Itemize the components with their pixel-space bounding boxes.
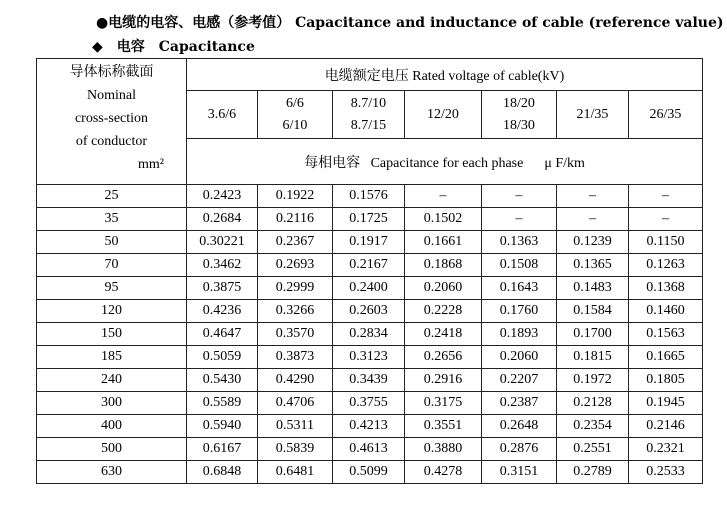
capacitance-cell: 0.3570 bbox=[258, 323, 333, 346]
capacitance-cell: 0.2321 bbox=[629, 438, 703, 461]
capacitance-cell: 0.2656 bbox=[405, 346, 482, 369]
capacitance-cell: – bbox=[405, 185, 482, 208]
table-row bbox=[37, 208, 703, 231]
conductor-header-cell bbox=[37, 59, 187, 185]
capacitance-cell: 0.2387 bbox=[482, 392, 557, 415]
capacitance-cell: 0.3462 bbox=[187, 254, 258, 277]
capacitance-cell: – bbox=[629, 185, 703, 208]
voltage-header-cell: 26/35 bbox=[629, 91, 703, 139]
cross-section-cell: 240 bbox=[37, 369, 187, 392]
capacitance-unit-header: 每相电容 Capacitance for each phase μ F/km bbox=[187, 139, 703, 185]
capacitance-cell: 0.1922 bbox=[258, 185, 333, 208]
capacitance-cell: 0.2876 bbox=[482, 438, 557, 461]
table-row bbox=[37, 254, 703, 277]
capacitance-cell: 0.3875 bbox=[187, 277, 258, 300]
capacitance-cell: 0.6848 bbox=[187, 461, 258, 484]
cross-section-cell: 185 bbox=[37, 346, 187, 369]
rated-voltage-header: 电缆额定电压 Rated voltage of cable(kV) bbox=[187, 59, 703, 91]
capacitance-cell: 0.2693 bbox=[258, 254, 333, 277]
capacitance-cell: 0.2116 bbox=[258, 208, 333, 231]
capacitance-cell: 0.1868 bbox=[405, 254, 482, 277]
cross-section-cell: 25 bbox=[37, 185, 187, 208]
capacitance-cell: 0.3551 bbox=[405, 415, 482, 438]
capacitance-cell: 0.2207 bbox=[482, 369, 557, 392]
capacitance-cell: 0.2603 bbox=[333, 300, 405, 323]
capacitance-cell: – bbox=[482, 185, 557, 208]
cross-section-cell: 35 bbox=[37, 208, 187, 231]
capacitance-cell: 0.1665 bbox=[629, 346, 703, 369]
cross-section-cell: 50 bbox=[37, 231, 187, 254]
capacitance-cell: 0.3755 bbox=[333, 392, 405, 415]
capacitance-cell: 0.6167 bbox=[187, 438, 258, 461]
capacitance-cell: 0.4647 bbox=[187, 323, 258, 346]
capacitance-cell: 0.4236 bbox=[187, 300, 258, 323]
capacitance-cell: 0.1725 bbox=[333, 208, 405, 231]
capacitance-cell: 0.1893 bbox=[482, 323, 557, 346]
table-row bbox=[37, 231, 703, 254]
capacitance-cell: 0.1661 bbox=[405, 231, 482, 254]
subtitle-zh: 电容 bbox=[116, 39, 145, 55]
capacitance-cell: 0.4213 bbox=[333, 415, 405, 438]
capacitance-cell: 0.1945 bbox=[629, 392, 703, 415]
capacitance-cell: 0.1263 bbox=[629, 254, 703, 277]
capacitance-cell: 0.2060 bbox=[405, 277, 482, 300]
voltage-header-cell: 8.7/10 8.7/15 bbox=[333, 91, 405, 139]
capacitance-cell: – bbox=[629, 208, 703, 231]
capacitance-cell: 0.3873 bbox=[258, 346, 333, 369]
capacitance-cell: 0.2551 bbox=[557, 438, 629, 461]
capacitance-cell: 0.1805 bbox=[629, 369, 703, 392]
capacitance-cell: 0.1363 bbox=[482, 231, 557, 254]
voltage-header-cell: 12/20 bbox=[405, 91, 482, 139]
capacitance-cell: – bbox=[557, 208, 629, 231]
capacitance-cell: 0.2167 bbox=[333, 254, 405, 277]
capacitance-cell: – bbox=[482, 208, 557, 231]
section-subtitle bbox=[92, 36, 255, 56]
cross-section-cell: 150 bbox=[37, 323, 187, 346]
capacitance-cell: 0.1150 bbox=[629, 231, 703, 254]
capacitance-cell: 0.5311 bbox=[258, 415, 333, 438]
capacitance-cell: 0.4706 bbox=[258, 392, 333, 415]
capacitance-cell: 0.4278 bbox=[405, 461, 482, 484]
capacitance-cell: – bbox=[557, 185, 629, 208]
capacitance-cell: 0.3175 bbox=[405, 392, 482, 415]
table-row bbox=[37, 300, 703, 323]
cross-section-cell: 400 bbox=[37, 415, 187, 438]
cross-section-cell: 70 bbox=[37, 254, 187, 277]
capacitance-cell: 0.4613 bbox=[333, 438, 405, 461]
capacitance-cell: 0.1815 bbox=[557, 346, 629, 369]
capacitance-cell: 0.5059 bbox=[187, 346, 258, 369]
table-row bbox=[37, 346, 703, 369]
table-row bbox=[37, 185, 703, 208]
capacitance-cell: 0.5940 bbox=[187, 415, 258, 438]
capacitance-cell: 0.1700 bbox=[557, 323, 629, 346]
capacitance-cell: 0.2684 bbox=[187, 208, 258, 231]
capacitance-cell: 0.1584 bbox=[557, 300, 629, 323]
cross-section-cell: 500 bbox=[37, 438, 187, 461]
capacitance-cell: 0.3266 bbox=[258, 300, 333, 323]
capacitance-cell: 0.2999 bbox=[258, 277, 333, 300]
voltage-header-cell: 21/35 bbox=[557, 91, 629, 139]
voltage-header-cell: 6/6 6/10 bbox=[258, 91, 333, 139]
capacitance-cell: 0.5839 bbox=[258, 438, 333, 461]
capacitance-cell: 0.1972 bbox=[557, 369, 629, 392]
capacitance-cell: 0.4290 bbox=[258, 369, 333, 392]
capacitance-cell: 0.1643 bbox=[482, 277, 557, 300]
capacitance-cell: 0.2423 bbox=[187, 185, 258, 208]
voltage-header-cell: 3.6/6 bbox=[187, 91, 258, 139]
page-title: ●电缆的电容、电感（参考值） Capacitance and inductance of cable (reference value) bbox=[96, 15, 724, 31]
capacitance-cell: 0.2648 bbox=[482, 415, 557, 438]
capacitance-cell: 0.5589 bbox=[187, 392, 258, 415]
capacitance-cell: 0.2533 bbox=[629, 461, 703, 484]
cross-section-cell: 120 bbox=[37, 300, 187, 323]
capacitance-cell: 0.1760 bbox=[482, 300, 557, 323]
capacitance-cell: 0.1917 bbox=[333, 231, 405, 254]
voltage-header-cell: 18/20 18/30 bbox=[482, 91, 557, 139]
capacitance-cell: 0.1502 bbox=[405, 208, 482, 231]
cross-section-cell: 300 bbox=[37, 392, 187, 415]
capacitance-cell: 0.2367 bbox=[258, 231, 333, 254]
capacitance-cell: 0.3439 bbox=[333, 369, 405, 392]
capacitance-cell: 0.2418 bbox=[405, 323, 482, 346]
table-row bbox=[37, 438, 703, 461]
capacitance-cell: 0.2400 bbox=[333, 277, 405, 300]
capacitance-cell: 0.6481 bbox=[258, 461, 333, 484]
capacitance-cell: 0.30221 bbox=[187, 231, 258, 254]
capacitance-cell: 0.1460 bbox=[629, 300, 703, 323]
capacitance-cell: 0.2060 bbox=[482, 346, 557, 369]
cross-section-cell: 630 bbox=[37, 461, 187, 484]
capacitance-cell: 0.2228 bbox=[405, 300, 482, 323]
capacitance-cell: 0.1368 bbox=[629, 277, 703, 300]
conductor-unit: mm² bbox=[138, 157, 164, 172]
capacitance-cell: 0.2916 bbox=[405, 369, 482, 392]
capacitance-cell: 0.1365 bbox=[557, 254, 629, 277]
capacitance-cell: 0.1576 bbox=[333, 185, 405, 208]
cross-section-cell: 95 bbox=[37, 277, 187, 300]
capacitance-cell: 0.3151 bbox=[482, 461, 557, 484]
capacitance-cell: 0.1563 bbox=[629, 323, 703, 346]
capacitance-cell: 0.5430 bbox=[187, 369, 258, 392]
capacitance-cell: 0.1239 bbox=[557, 231, 629, 254]
capacitance-cell: 0.5099 bbox=[333, 461, 405, 484]
conductor-header-zh: 导体标称截面 bbox=[69, 65, 154, 80]
capacitance-cell: 0.2789 bbox=[557, 461, 629, 484]
table-row bbox=[37, 415, 703, 438]
capacitance-cell: 0.1508 bbox=[482, 254, 557, 277]
capacitance-cell: 0.2146 bbox=[629, 415, 703, 438]
table-body bbox=[37, 185, 703, 484]
conductor-header-line: of conductor bbox=[75, 134, 148, 149]
table-row bbox=[37, 461, 703, 484]
capacitance-cell: 0.3880 bbox=[405, 438, 482, 461]
capacitance-cell: 0.1483 bbox=[557, 277, 629, 300]
table-row bbox=[37, 277, 703, 300]
subtitle-en: Capacitance bbox=[158, 39, 255, 55]
capacitance-cell: 0.2128 bbox=[557, 392, 629, 415]
capacitance-cell: 0.2834 bbox=[333, 323, 405, 346]
conductor-header-line: cross-section bbox=[74, 111, 149, 126]
table-row bbox=[37, 392, 703, 415]
capacitance-cell: 0.2354 bbox=[557, 415, 629, 438]
capacitance-cell: 0.3123 bbox=[333, 346, 405, 369]
conductor-header-line: Nominal bbox=[87, 88, 136, 103]
table-row bbox=[37, 323, 703, 346]
capacitance-table bbox=[36, 58, 703, 484]
diamond-bullet-icon: ◆ bbox=[92, 39, 103, 55]
table-row bbox=[37, 369, 703, 392]
